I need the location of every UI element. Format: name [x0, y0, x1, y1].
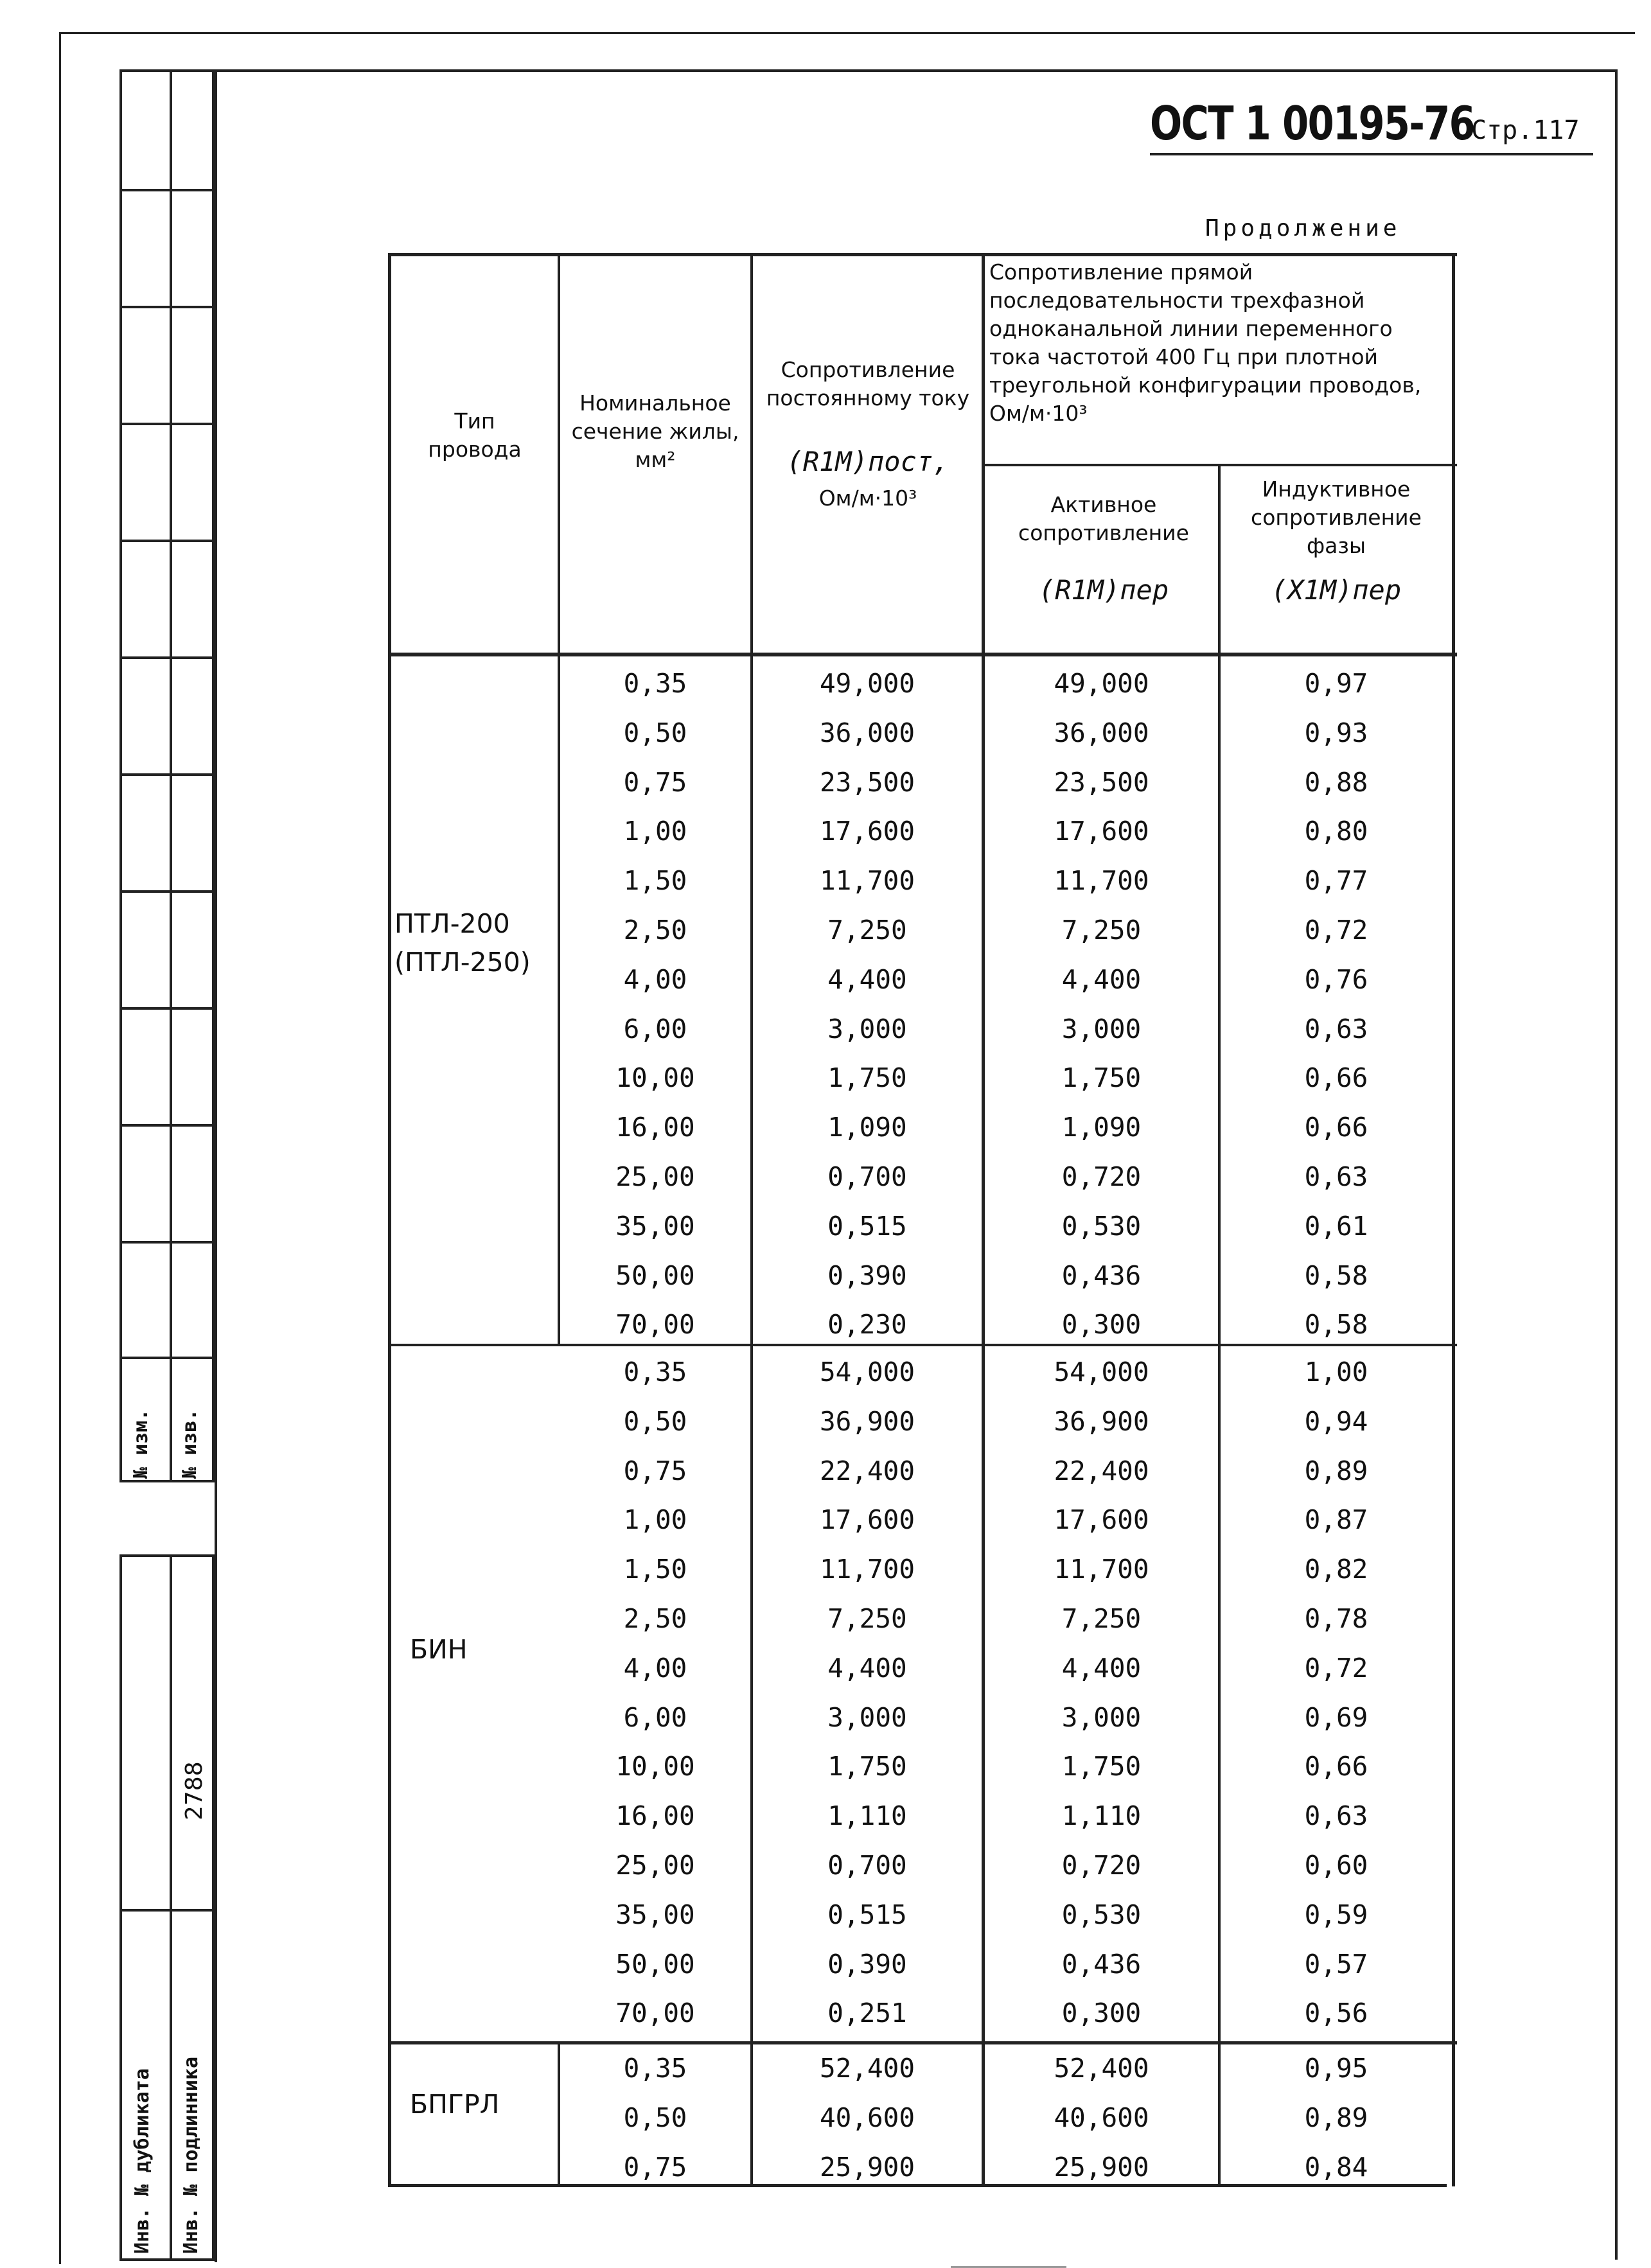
section-cell: 0,50	[623, 2102, 687, 2133]
stamp-row-line	[122, 306, 212, 308]
dc-resistance-cell: 36,900	[819, 1405, 915, 1437]
inductive-resistance-cell: 0,63	[1304, 1800, 1368, 1832]
section-cell: 25,00	[615, 1850, 695, 1881]
dc-resistance-cell: 7,250	[827, 915, 907, 945]
inductive-resistance-cell: 0,80	[1304, 816, 1368, 847]
inductive-resistance-cell: 0,69	[1304, 1701, 1368, 1733]
header-active-resistance: Активное сопротивление	[1018, 492, 1189, 545]
active-resistance-cell: 0,300	[1061, 1998, 1142, 2029]
dc-resistance-cell: 0,230	[827, 1309, 907, 1341]
dc-resistance-cell: 0,251	[827, 1998, 907, 2029]
dc-resistance-cell: 17,600	[819, 816, 915, 847]
section-cell: 1,50	[623, 865, 687, 897]
header-ac-group: Сопротивление прямой последовательности трехфазной одноканальной линии переменного тока частотой 400 Гц при плотной треугольной конфигурации проводов, Ом/м·10³	[989, 259, 1422, 426]
dc-resistance-cell: 0,390	[827, 1948, 907, 1980]
active-resistance-cell: 3,000	[1061, 1013, 1142, 1044]
active-resistance-cell: 0,720	[1061, 1161, 1142, 1192]
stamp-row-line	[122, 423, 212, 425]
frame-left-border	[59, 32, 61, 2264]
active-resistance-cell: 17,600	[1054, 1504, 1149, 1536]
inductive-resistance-cell: 0,66	[1304, 1112, 1368, 1143]
header-nominal-section: Номинальное сечение жилы, мм²	[571, 391, 739, 472]
section-cell: 0,35	[623, 1357, 687, 1387]
header-dc-symbol: (R1M)пост,	[786, 446, 949, 477]
continued-label: Продолжение	[1205, 215, 1401, 242]
section-cell: 0,35	[623, 668, 687, 699]
header-underline	[1150, 153, 1593, 155]
inductive-resistance-cell: 0,59	[1304, 1899, 1368, 1930]
dc-resistance-cell: 7,250	[827, 1603, 907, 1634]
inductive-resistance-cell: 0,95	[1304, 2053, 1368, 2084]
stamp-lower-block	[119, 1554, 215, 2261]
section-cell: 35,00	[615, 1899, 695, 1930]
inductive-resistance-cell: 0,82	[1304, 1554, 1368, 1585]
wire-type-label: БИН	[410, 1634, 468, 1665]
stamp-row-line	[122, 189, 212, 191]
table-left-line	[388, 253, 391, 2186]
stamp-row-line	[122, 540, 212, 542]
frame-right-border	[1615, 69, 1618, 2260]
dc-resistance-cell: 0,515	[827, 1899, 907, 1930]
inductive-resistance-cell: 0,76	[1304, 963, 1368, 995]
stamp-row-line	[122, 1357, 212, 1359]
inductive-resistance-cell: 0,84	[1304, 2151, 1368, 2183]
dc-resistance-cell: 0,700	[827, 1850, 907, 1881]
active-resistance-cell: 52,400	[1054, 2053, 1149, 2084]
table-right-line	[1452, 253, 1455, 2186]
section-cell: 50,00	[615, 1948, 695, 1980]
stamp-row-line	[122, 1007, 212, 1010]
section-cell: 70,00	[615, 1309, 695, 1341]
active-resistance-cell: 3,000	[1061, 1701, 1142, 1733]
dc-resistance-cell: 1,110	[827, 1800, 907, 1832]
dc-resistance-cell: 40,600	[819, 2102, 915, 2133]
group-header-line	[984, 464, 1457, 466]
stamp-row-line	[122, 773, 212, 776]
active-resistance-cell: 7,250	[1061, 1603, 1142, 1634]
inductive-resistance-cell: 0,97	[1304, 668, 1368, 699]
active-resistance-cell: 25,900	[1054, 2151, 1149, 2183]
stamp-original-inv-value: 2788	[181, 1761, 207, 1820]
active-resistance-cell: 36,900	[1054, 1405, 1149, 1437]
section-cell: 1,00	[623, 816, 687, 847]
header-bottom-line	[388, 653, 1457, 656]
section-cell: 25,00	[615, 1161, 695, 1192]
section-cell: 0,35	[623, 2053, 687, 2084]
inductive-resistance-cell: 0,61	[1304, 1210, 1368, 1242]
stamp-row-line	[122, 1909, 212, 1912]
active-resistance-cell: 11,700	[1054, 865, 1149, 897]
stamp-notice-no-label: № изв.	[179, 1409, 201, 1479]
table-top-line	[388, 253, 1457, 256]
header-dc-unit: Ом/м·10³	[818, 486, 917, 511]
section-cell: 0,50	[623, 1405, 687, 1437]
inductive-resistance-cell: 0,58	[1304, 1309, 1368, 1341]
section-cell: 1,50	[623, 1554, 687, 1585]
inductive-resistance-cell: 0,72	[1304, 1652, 1368, 1683]
dc-resistance-cell: 3,000	[827, 1701, 907, 1733]
active-resistance-cell: 4,400	[1061, 1652, 1142, 1683]
resistance-table	[388, 253, 1457, 2186]
inductive-resistance-cell: 0,58	[1304, 1260, 1368, 1291]
active-resistance-cell: 54,000	[1054, 1357, 1149, 1387]
dc-resistance-cell: 1,090	[827, 1112, 907, 1143]
stamp-original-inv-label: Инв. № подлинника	[180, 2056, 202, 2254]
inductive-resistance-cell: 0,87	[1304, 1504, 1368, 1536]
dc-resistance-cell: 23,500	[819, 766, 915, 798]
dc-resistance-cell: 17,600	[819, 1504, 915, 1536]
dc-resistance-cell: 4,400	[827, 963, 907, 995]
section-cell: 4,00	[623, 1652, 687, 1683]
section-cell: 2,50	[623, 915, 687, 945]
active-resistance-cell: 1,110	[1061, 1800, 1142, 1832]
inductive-resistance-cell: 0,78	[1304, 1603, 1368, 1634]
active-resistance-cell: 0,300	[1061, 1309, 1142, 1341]
inductive-resistance-cell: 1,00	[1304, 1357, 1368, 1387]
active-resistance-cell: 22,400	[1054, 1455, 1149, 1486]
stamp-row-line	[122, 1124, 212, 1127]
frame-top-border	[59, 32, 1635, 34]
section-cell: 0,75	[623, 1455, 687, 1486]
stamp-divider	[170, 72, 172, 1480]
dc-resistance-cell: 52,400	[819, 2053, 915, 2084]
dc-resistance-cell: 4,400	[827, 1652, 907, 1683]
header-active-symbol: (R1M)пер	[1038, 574, 1169, 606]
stamp-change-no-label: № изм.	[130, 1409, 152, 1479]
section-cell: 0,75	[623, 766, 687, 798]
active-resistance-cell: 0,436	[1061, 1260, 1142, 1291]
dc-resistance-cell: 25,900	[819, 2151, 915, 2183]
active-resistance-cell: 11,700	[1054, 1554, 1149, 1585]
page-number: Стр.117	[1471, 116, 1580, 145]
dc-resistance-cell: 0,515	[827, 1210, 907, 1242]
active-resistance-cell: 7,250	[1061, 915, 1142, 945]
dc-resistance-cell: 1,750	[827, 1751, 907, 1782]
section-cell: 10,00	[615, 1751, 695, 1782]
inductive-resistance-cell: 0,63	[1304, 1013, 1368, 1044]
inductive-resistance-cell: 0,89	[1304, 2102, 1368, 2133]
section-cell: 1,00	[623, 1504, 687, 1536]
inductive-resistance-cell: 0,72	[1304, 915, 1368, 945]
dc-resistance-cell: 11,700	[819, 1554, 915, 1585]
section-cell: 10,00	[615, 1062, 695, 1094]
section-cell: 70,00	[615, 1998, 695, 2029]
header-inductive-resistance: Индуктивное сопротивление фазы	[1251, 477, 1422, 558]
section-cell: 4,00	[623, 963, 687, 995]
active-resistance-cell: 0,530	[1061, 1210, 1142, 1242]
inductive-resistance-cell: 0,66	[1304, 1751, 1368, 1782]
inductive-resistance-cell: 0,63	[1304, 1161, 1368, 1192]
active-resistance-cell: 1,090	[1061, 1112, 1142, 1143]
active-resistance-cell: 1,750	[1061, 1751, 1142, 1782]
inductive-resistance-cell: 0,66	[1304, 1062, 1368, 1094]
active-resistance-cell: 1,750	[1061, 1062, 1142, 1094]
dc-resistance-cell: 0,390	[827, 1260, 907, 1291]
stamp-row-line	[122, 1241, 212, 1244]
inductive-resistance-cell: 0,89	[1304, 1455, 1368, 1486]
dc-resistance-cell: 49,000	[819, 668, 915, 699]
stamp-divider	[170, 1557, 172, 2258]
dc-resistance-cell: 0,700	[827, 1161, 907, 1192]
wire-type-label: БПГРЛ	[410, 2089, 500, 2120]
section-cell: 0,50	[623, 717, 687, 748]
active-resistance-cell: 17,600	[1054, 816, 1149, 847]
section-cell: 16,00	[615, 1800, 695, 1832]
wire-type-label: ПТЛ-200	[394, 908, 510, 939]
dc-resistance-cell: 54,000	[819, 1357, 915, 1387]
active-resistance-cell: 0,720	[1061, 1850, 1142, 1881]
header-wire-type: Тип провода	[428, 409, 522, 462]
active-resistance-cell: 36,000	[1054, 717, 1149, 748]
stamp-duplicate-inv-label: Инв. № дубликата	[131, 2068, 154, 2254]
active-resistance-cell: 40,600	[1054, 2102, 1149, 2133]
document-header	[1150, 96, 1580, 150]
stamp-row-line	[122, 656, 212, 659]
active-resistance-cell: 23,500	[1054, 766, 1149, 798]
dc-resistance-cell: 36,000	[819, 717, 915, 748]
inductive-resistance-cell: 0,56	[1304, 1998, 1368, 2029]
inductive-resistance-cell: 0,57	[1304, 1948, 1368, 1980]
section-cell: 16,00	[615, 1112, 695, 1143]
section-cell: 6,00	[623, 1701, 687, 1733]
wire-type-label: (ПТЛ-250)	[394, 947, 531, 978]
header-dc-resistance: Сопротивление постоянному току	[766, 357, 970, 410]
section-cell: 2,50	[623, 1603, 687, 1634]
inductive-resistance-cell: 0,60	[1304, 1850, 1368, 1881]
dc-resistance-cell: 11,700	[819, 865, 915, 897]
active-resistance-cell: 0,436	[1061, 1948, 1142, 1980]
stamp-upper-block	[119, 69, 215, 1482]
section-cell: 0,75	[623, 2151, 687, 2183]
dc-resistance-cell: 1,750	[827, 1062, 907, 1094]
inductive-resistance-cell: 0,88	[1304, 766, 1368, 798]
dc-resistance-cell: 22,400	[819, 1455, 915, 1486]
document-code: ОСТ 1 00195-76	[1150, 96, 1475, 150]
inductive-resistance-cell: 0,77	[1304, 865, 1368, 897]
active-resistance-cell: 4,400	[1061, 963, 1142, 995]
active-resistance-cell: 0,530	[1061, 1899, 1142, 1930]
section-cell: 50,00	[615, 1260, 695, 1291]
stamp-row-line	[122, 890, 212, 893]
dc-resistance-cell: 3,000	[827, 1013, 907, 1044]
inductive-resistance-cell: 0,93	[1304, 717, 1368, 748]
header-inductive-symbol: (X1M)пер	[1271, 574, 1402, 606]
active-resistance-cell: 49,000	[1054, 668, 1149, 699]
inductive-resistance-cell: 0,94	[1304, 1405, 1368, 1437]
section-cell: 6,00	[623, 1013, 687, 1044]
section-cell: 35,00	[615, 1210, 695, 1242]
